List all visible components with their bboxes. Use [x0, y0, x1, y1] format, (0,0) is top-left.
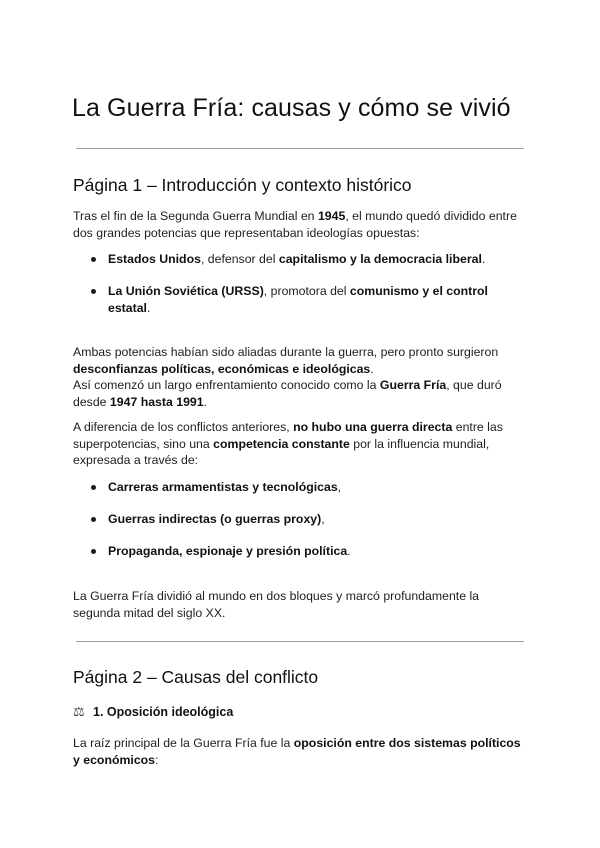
bullet-dot: [91, 517, 96, 522]
list-item: La Unión Soviética (URSS), promotora del comunismo y el control estatal.: [91, 283, 511, 316]
list-item: Propaganda, espionaje y presión política.: [91, 543, 511, 560]
list-item: Estados Unidos, defensor del capitalismo y la democracia liberal.: [91, 251, 511, 268]
paragraph-root-cause: La raíz principal de la Guerra Fría fue la oposición entre dos sistemas políticos y económicos:: [73, 736, 521, 767]
list-item: Carreras armamentistas y tecnológicas,: [91, 479, 511, 496]
paragraph-competition: A diferencia de los conflictos anteriores, no hubo una guerra directa entre las superpotencias, sino una competencia constante por la influencia mundial, expresada a través de:: [73, 420, 503, 467]
horizontal-rule: [76, 148, 524, 149]
balance-scale-icon: ⚖: [73, 704, 85, 719]
page2-heading: Página 2 – Causas del conflicto: [73, 667, 319, 687]
list-item: Guerras indirectas (o guerras proxy),: [91, 511, 511, 528]
document-title: La Guerra Fría: causas y cómo se vivió: [72, 94, 511, 122]
bullet-dot: [91, 549, 96, 554]
paragraph-conclusion: La Guerra Fría dividió al mundo en dos bloques y marcó profundamente la segunda mitad del siglo XX.: [73, 589, 480, 620]
bullet-dot: [91, 289, 96, 294]
bullet-dot: [91, 485, 96, 490]
paragraph-origins: Ambas potencias habían sido aliadas durante la guerra, pero pronto surgieron desconfianzas políticas, económicas e ideológicas. Así comenzó un largo enfrentamiento conocido como la Guerra Fría, que duró desde 1947 hasta 1991.: [73, 345, 502, 409]
paragraph-intro: Tras el fin de la Segunda Guerra Mundial en 1945, el mundo quedó dividido entre dos grandes potencias que representaban ideologías opuestas:: [73, 209, 517, 240]
page1-heading: Página 1 – Introducción y contexto histórico: [73, 175, 412, 195]
section-heading-ideological: ⚖ 1. Oposición ideológica: [73, 704, 234, 719]
bullet-dot: [91, 257, 96, 262]
horizontal-rule: [76, 641, 524, 642]
